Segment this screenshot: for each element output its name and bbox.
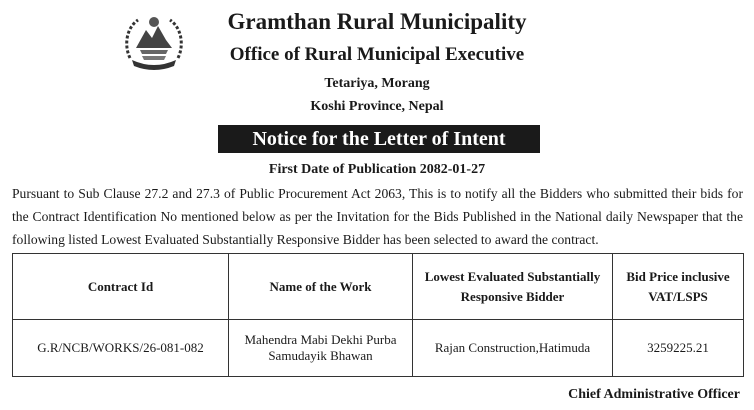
notice-title: Notice for the Letter of Intent [218,125,540,153]
office-name: Office of Rural Municipal Executive [229,44,525,65]
municipality-name: Gramthan Rural Municipality [227,9,527,34]
cell-bidder: Rajan Construction,Hatimuda [413,320,613,377]
table-header-row [13,254,744,320]
cell-bid-price: 3259225.21 [613,320,744,377]
notice-body: Pursuant to Sub Clause 27.2 and 27.3 of Public Procurement Act 2063, This is to notify all the Bidders who submitted their bids for the Contract Identification No mentioned below as per the Invitation for the Bids Published in the National daily Newspaper that the following listed Lowest Evaluated Substantially Responsive Bidder has been selected to award the contract. [12,186,743,247]
signatory-title: Chief Administrative Officer [568,387,740,402]
publication-date: First Date of Publication 2082-01-27 [268,162,486,177]
address-line-1: Tetariya, Morang [324,76,430,91]
cell-contract-id: G.R/NCB/WORKS/26-081-082 [13,320,229,377]
address-line-2: Koshi Province, Nepal [310,99,444,114]
cell-work-name: Mahendra Mabi Dekhi Purba Samudayik Bhawan [229,320,413,377]
col-header-bidder: Lowest Evaluated Substantially Responsive Bidder [413,254,613,320]
bid-table [12,253,744,377]
table-row [13,320,744,377]
col-header-contract-id: Contract Id [13,254,229,320]
col-header-work-name: Name of the Work [229,254,413,320]
col-header-bid-price: Bid Price inclusive VAT/LSPS [613,254,744,320]
